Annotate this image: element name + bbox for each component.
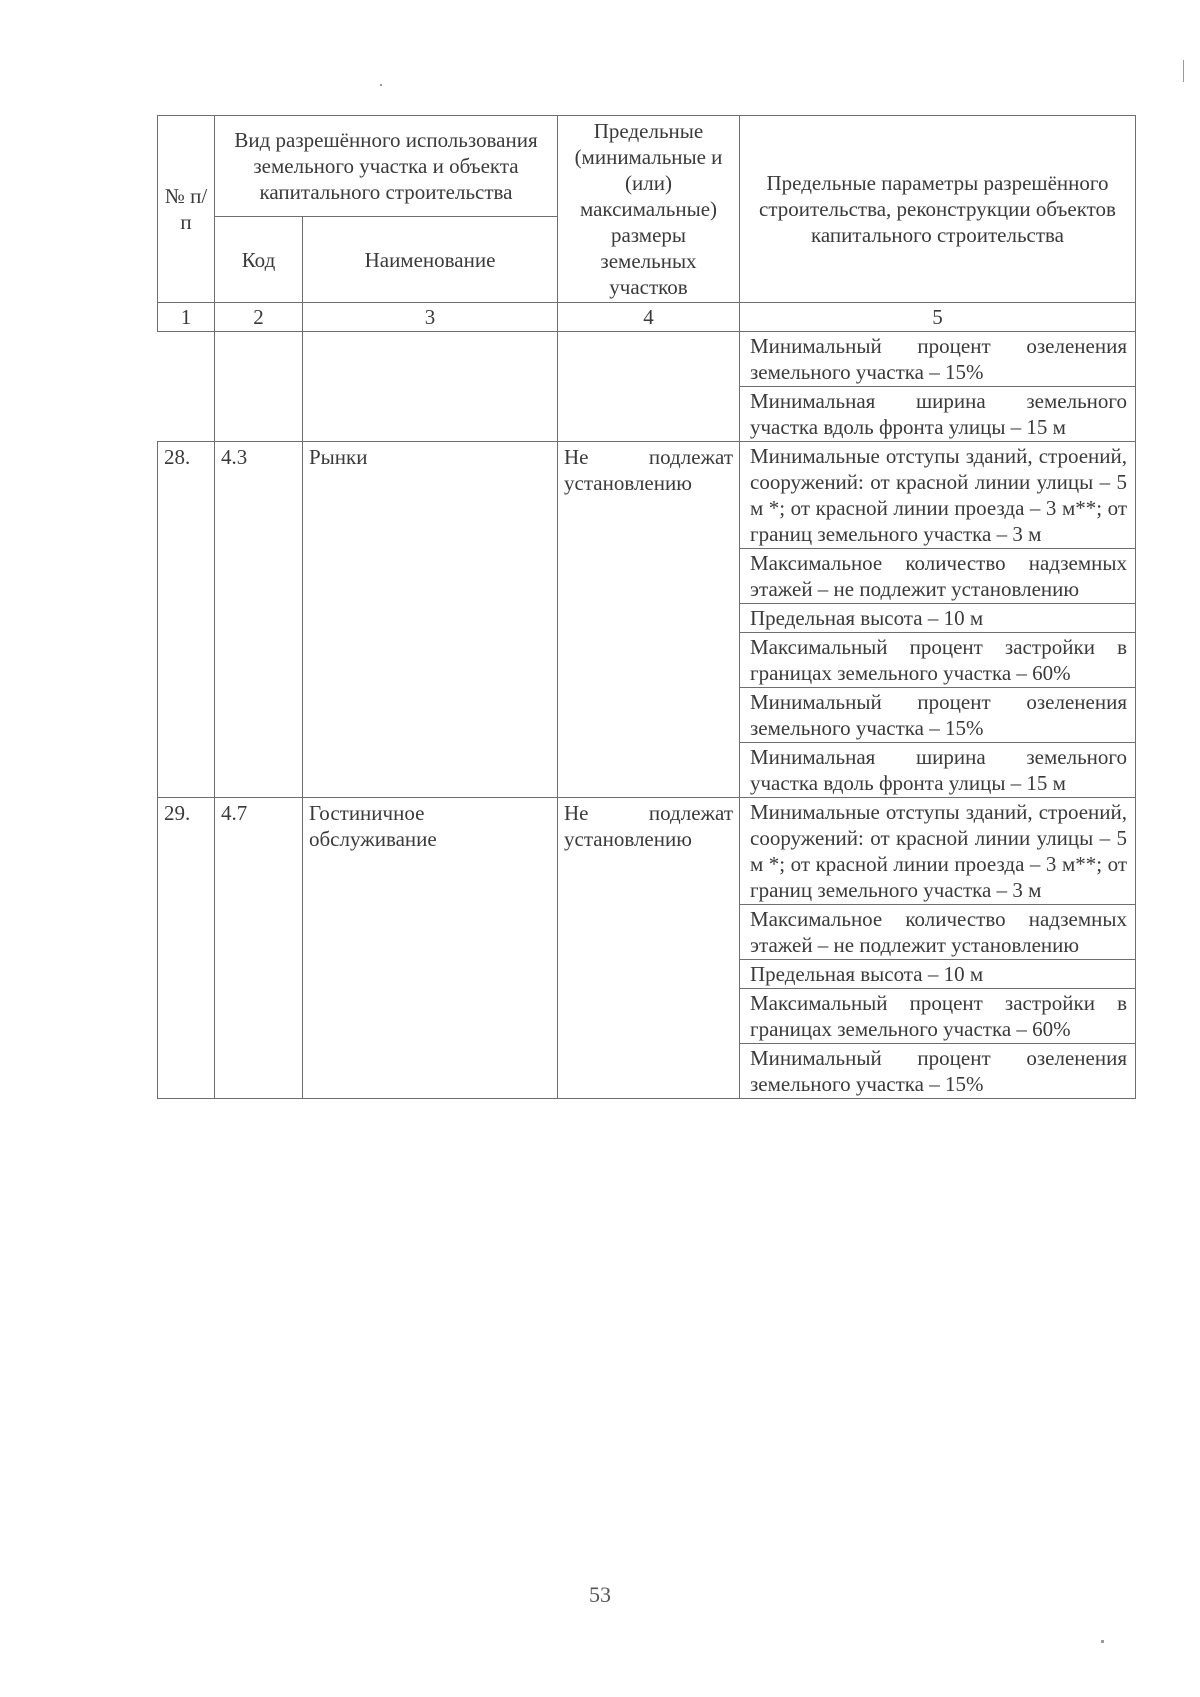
page-number: 53 <box>589 1582 611 1607</box>
header-row-top <box>158 116 1136 217</box>
cell-sizes: Не подлежат установлению <box>558 798 740 1099</box>
col-header-use-kind: Вид разрешённого использования земельного участка и объекта капитального строительства <box>215 116 558 217</box>
col-header-number: № п/п <box>158 116 215 303</box>
parameter-item: Предельная высота – 10 м <box>740 959 1135 988</box>
cell-name: Гостиничное обслуживание <box>303 798 558 1099</box>
column-numbers-row <box>158 303 1136 332</box>
table-row-continued <box>158 332 1136 442</box>
col-header-plot-sizes: Предельные (минимальные и (или) максимальные) размеры земельных участков <box>558 116 740 303</box>
cell-code <box>215 332 303 442</box>
col-header-name: Наименование <box>303 217 558 303</box>
cell-parameters <box>740 798 1136 1099</box>
parameter-item: Предельная высота – 10 м <box>740 603 1135 632</box>
column-number: 5 <box>740 303 1136 332</box>
table-row <box>158 442 1136 798</box>
cell-sizes <box>558 332 740 442</box>
cell-name <box>303 332 558 442</box>
cell-parameters <box>740 442 1136 798</box>
column-number: 1 <box>158 303 215 332</box>
column-number: 3 <box>303 303 558 332</box>
parameter-item: Максимальное количество надземных этажей – не подлежит установлению <box>740 548 1135 603</box>
cell-parameters <box>740 332 1136 442</box>
table-row <box>158 798 1136 1099</box>
parameter-item: Минимальный процент озеленения земельного участка – 15% <box>740 1043 1135 1098</box>
parameter-item: Минимальный процент озеленения земельного участка – 15% <box>750 334 1127 384</box>
parameter-item: Максимальный процент застройки в границах земельного участка – 60% <box>740 988 1135 1043</box>
cell-sizes: Не подлежат установлению <box>558 442 740 798</box>
cell-number <box>158 332 215 442</box>
scan-speck <box>1101 1640 1104 1643</box>
scan-speck <box>1183 60 1184 82</box>
parameter-item: Минимальные отступы зданий, строений, сооружений: от красной линии улицы – 5 м *; от красной линии проезда – 3 м**; от границ земельного участка – 3 м <box>750 444 1127 546</box>
col-header-parameters: Предельные параметры разрешённого строительства, реконструкции объектов капитального строительства <box>740 116 1136 303</box>
parameter-item: Минимальные отступы зданий, строений, сооружений: от красной линии улицы – 5 м *; от красной линии проезда – 3 м**; от границ земельного участка – 3 м <box>750 800 1127 902</box>
parameter-item: Максимальный процент застройки в границах земельного участка – 60% <box>740 632 1135 687</box>
cell-code: 4.7 <box>215 798 303 1099</box>
parameter-item: Максимальное количество надземных этажей – не подлежит установлению <box>740 904 1135 959</box>
scan-speck <box>380 84 382 86</box>
column-number: 4 <box>558 303 740 332</box>
parameter-item: Минимальный процент озеленения земельного участка – 15% <box>740 687 1135 742</box>
col-header-code: Код <box>215 217 303 303</box>
column-number: 2 <box>215 303 303 332</box>
parameter-item: Минимальная ширина земельного участка вдоль фронта улицы – 15 м <box>740 742 1135 797</box>
cell-code: 4.3 <box>215 442 303 798</box>
cell-number: 29. <box>158 798 215 1099</box>
cell-number: 28. <box>158 442 215 798</box>
land-use-table <box>157 115 1136 1099</box>
cell-name: Рынки <box>303 442 558 798</box>
parameter-item: Минимальная ширина земельного участка вдоль фронта улицы – 15 м <box>740 386 1135 441</box>
